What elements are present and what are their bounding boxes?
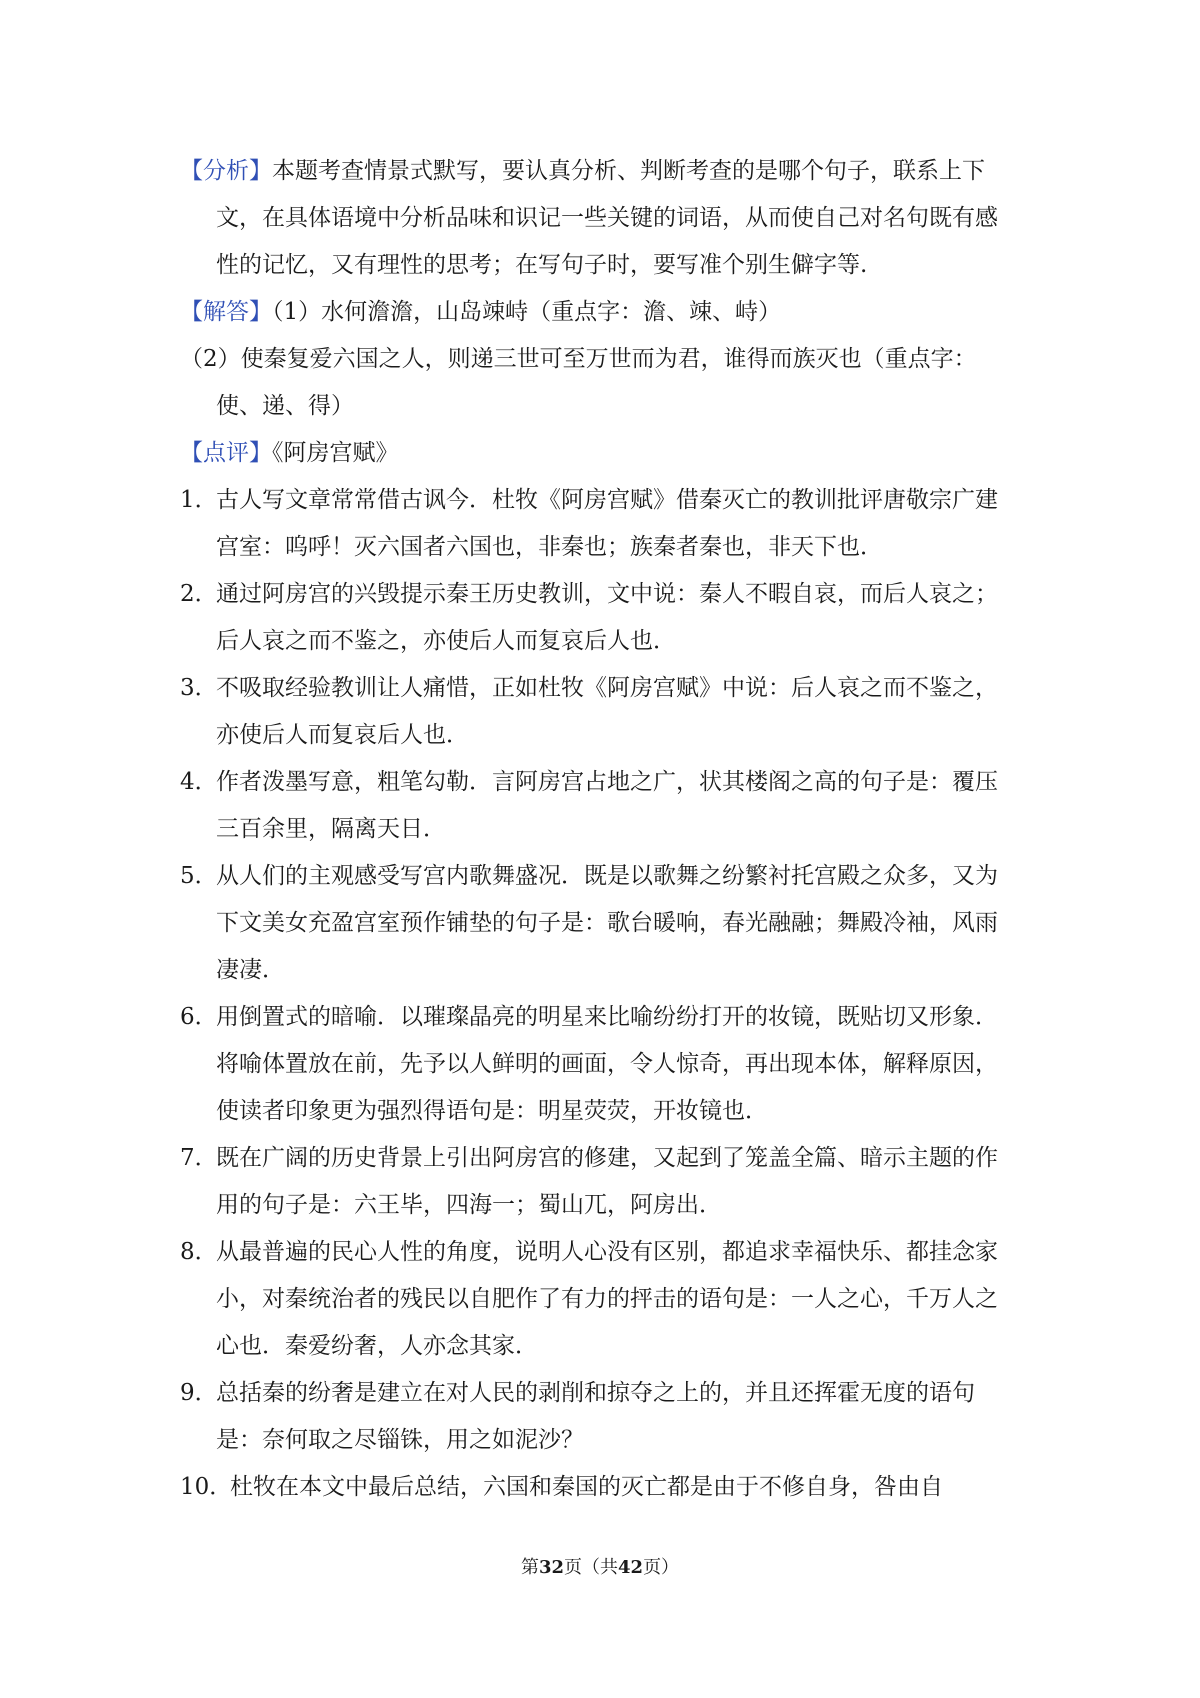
analysis-text: 本题考查情景式默写，要认真分析、判断考查的是哪个句子，联系上下文，在具体语境中分析品味和识记一些关键的词语，从而使自己对名句既有感性的记忆，又有理性的思考；在写句子时，要写准个别生僻字等. bbox=[216, 158, 998, 278]
analysis-paragraph bbox=[180, 148, 1020, 289]
footer-middle: 页（共 bbox=[564, 1557, 618, 1578]
list-item bbox=[180, 477, 1020, 571]
list-item bbox=[180, 571, 1020, 665]
item-text: 通过阿房宫的兴毁提示秦王历史教训，文中说：秦人不暇自哀，而后人哀之；后人哀之而不鉴之，亦使后人而复哀后人也． bbox=[216, 581, 998, 654]
answer-line-1 bbox=[180, 289, 1020, 336]
list-item bbox=[180, 853, 1020, 994]
list-item bbox=[180, 665, 1020, 759]
comment-tag: 【点评】 bbox=[180, 440, 272, 466]
item-number: 1． bbox=[180, 487, 218, 513]
footer-suffix: 页） bbox=[643, 1557, 680, 1578]
item-text: 杜牧在本文中最后总结，六国和秦国的灭亡都是由于不修自身，咎由自 bbox=[230, 1474, 943, 1500]
comment-text: 《阿房宫赋》 bbox=[272, 440, 399, 466]
page-number: 32 bbox=[538, 1557, 564, 1578]
item-number: 4． bbox=[180, 769, 218, 795]
item-text: 从最普遍的民心人性的角度，说明人心没有区别，都追求幸福快乐、都挂念家小，对秦统治者的残民以自肥作了有力的抨击的语句是：一人之心，千万人之心也．秦爱纷奢，人亦念其家． bbox=[216, 1239, 998, 1359]
answer-text-1: （1）水何澹澹，山岛竦峙（重点字：澹、竦、峙） bbox=[272, 299, 782, 325]
comment-line bbox=[180, 430, 1020, 477]
answer-text-2: （2）使秦复爱六国之人，则递三世可至万世而为君，谁得而族灭也（重点字：使、递、得） bbox=[180, 346, 977, 419]
item-number: 5． bbox=[180, 863, 218, 889]
item-number: 10． bbox=[180, 1474, 233, 1500]
item-number: 6． bbox=[180, 1004, 218, 1030]
item-number: 3． bbox=[180, 675, 218, 701]
list-item bbox=[180, 994, 1020, 1135]
total-pages: 42 bbox=[618, 1557, 644, 1578]
answer-tag: 【解答】 bbox=[180, 299, 272, 325]
item-text: 作者泼墨写意，粗笔勾勒．言阿房宫占地之广，状其楼阁之高的句子是：覆压三百余里，隔离天日． bbox=[216, 769, 998, 842]
item-text: 既在广阔的历史背景上引出阿房宫的修建，又起到了笼盖全篇、暗示主题的作用的句子是：六王毕，四海一；蜀山兀，阿房出． bbox=[216, 1145, 998, 1218]
item-text: 用倒置式的暗喻．以璀璨晶亮的明星来比喻纷纷打开的妆镜，既贴切又形象．将喻体置放在前，先予以人鲜明的画面，令人惊奇，再出现本体，解释原因，使读者印象更为强烈得语句是：明星荧荧，开妆镜也． bbox=[216, 1004, 998, 1124]
item-number: 2． bbox=[180, 581, 218, 607]
item-text: 古人写文章常常借古讽今．杜牧《阿房宫赋》借秦灭亡的教训批评唐敬宗广建宫室：呜呼！灭六国者六国也，非秦也；族秦者秦也，非天下也． bbox=[216, 487, 998, 560]
item-text: 不吸取经验教训让人痛惜，正如杜牧《阿房宫赋》中说：后人哀之而不鉴之，亦使后人而复哀后人也． bbox=[216, 675, 998, 748]
answer-line-2 bbox=[180, 336, 1020, 430]
item-number: 9． bbox=[180, 1380, 218, 1406]
list-item bbox=[180, 1464, 1020, 1511]
footer-prefix: 第 bbox=[520, 1557, 539, 1578]
analysis-tag: 【分析】 bbox=[180, 158, 272, 184]
item-number: 8． bbox=[180, 1239, 218, 1265]
answer-content bbox=[180, 148, 1020, 1511]
list-item bbox=[180, 759, 1020, 853]
item-text: 从人们的主观感受写宫内歌舞盛况．既是以歌舞之纷繁衬托宫殿之众多，又为下文美女充盈宫室预作铺垫的句子是：歌台暖响，春光融融；舞殿冷袖，风雨凄凄． bbox=[216, 863, 998, 983]
list-item bbox=[180, 1135, 1020, 1229]
page-footer bbox=[0, 1553, 1200, 1579]
item-number: 7． bbox=[180, 1145, 218, 1171]
item-text: 总括秦的纷奢是建立在对人民的剥削和掠夺之上的，并且还挥霍无度的语句是：奈何取之尽锱铢，用之如泥沙？ bbox=[216, 1380, 975, 1453]
list-item bbox=[180, 1229, 1020, 1370]
list-item bbox=[180, 1370, 1020, 1464]
